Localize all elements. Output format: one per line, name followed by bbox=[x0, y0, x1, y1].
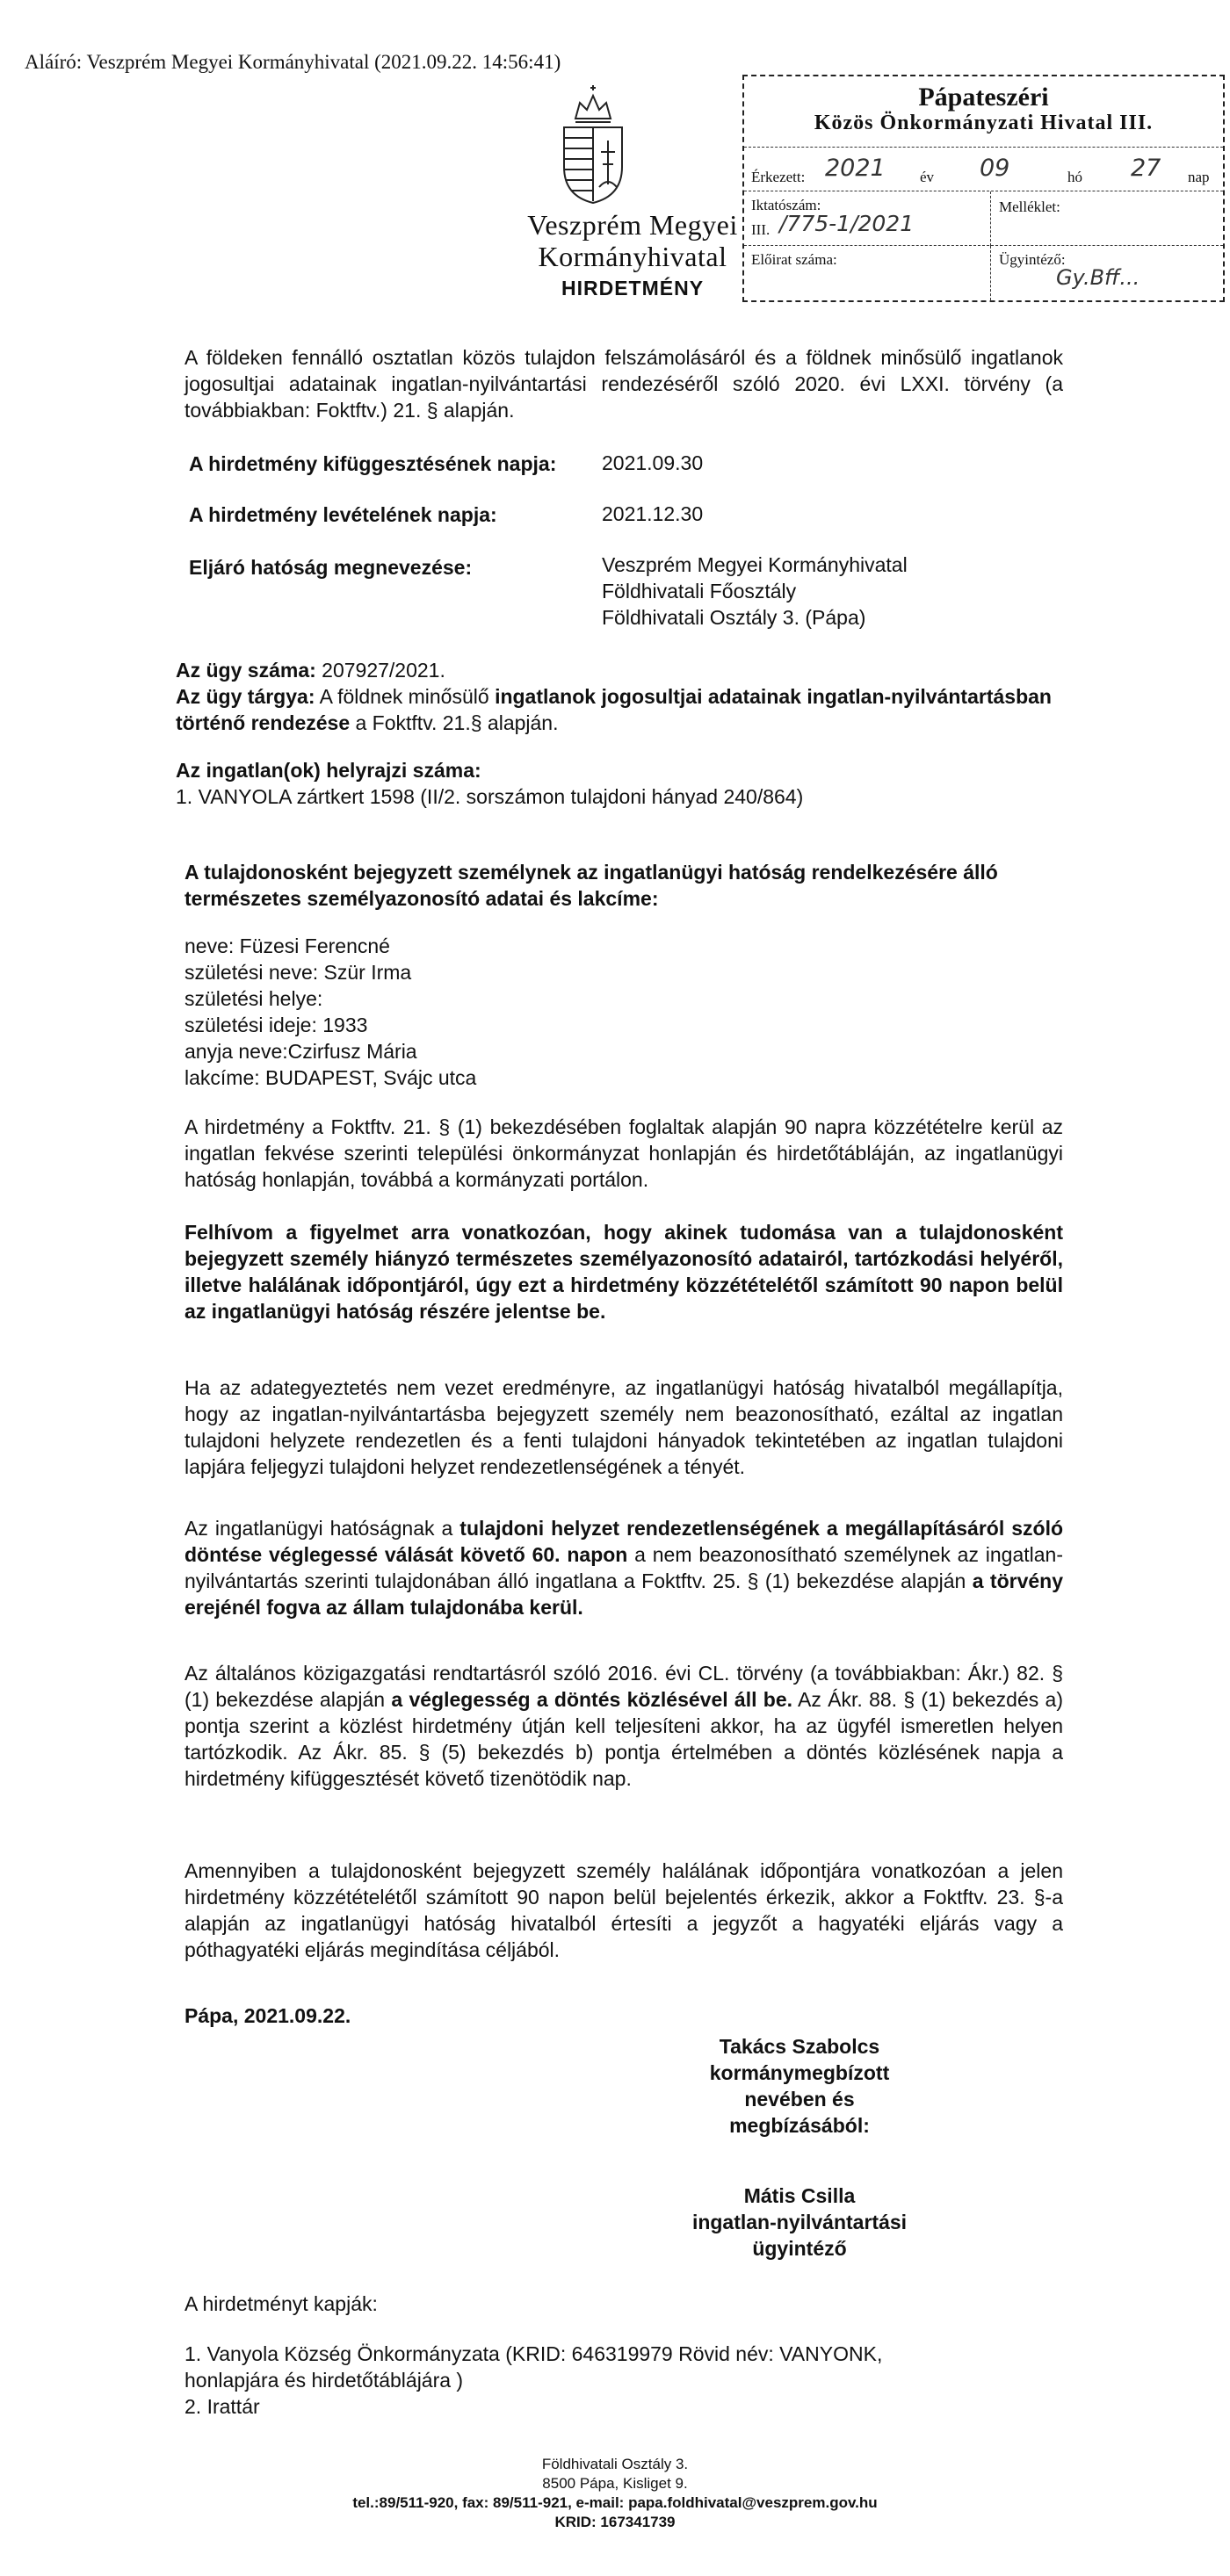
recipients-list bbox=[184, 2341, 975, 2420]
case-subject-label: Az ügy tárgya: bbox=[176, 685, 315, 708]
document-title: HIRDETMÉNY bbox=[561, 277, 705, 299]
owner-address: lakcíme: BUDAPEST, Svájc utca bbox=[184, 1066, 477, 1089]
authority-line1: Veszprém Megyei Kormányhivatal bbox=[602, 553, 908, 576]
footer-office: Földhivatali Osztály 3. bbox=[541, 2456, 689, 2472]
removal-date-value: 2021.12.30 bbox=[602, 502, 704, 525]
authority-line3: Földhivatali Osztály 3. (Pápa) bbox=[602, 606, 866, 629]
stamp-filing-prefix: III. bbox=[751, 221, 771, 238]
authority-value bbox=[602, 552, 908, 631]
case-subject-bold: ingatlanok jogosultjai adatainak ingatlan-nyilvántartásban történő rendezése bbox=[176, 685, 1052, 734]
stamp-divider bbox=[990, 191, 991, 246]
case-number bbox=[176, 657, 1054, 683]
recipients-label: A hirdetményt kapják: bbox=[184, 2292, 378, 2315]
recipient-2: 2. Irattár bbox=[184, 2395, 260, 2418]
place-date: Pápa, 2021.09.22. bbox=[184, 2004, 351, 2027]
footer bbox=[0, 2455, 1230, 2532]
p4-a: Az ingatlanügyi hatóságnak a bbox=[184, 1517, 460, 1540]
finality-paragraph bbox=[184, 1660, 1063, 1792]
sig1-authorization: megbízásából: bbox=[729, 2114, 870, 2137]
signature-block-2 bbox=[668, 2183, 931, 2262]
p4-d: a törvény erejénél fogva az állam tulajdonába kerül. bbox=[184, 1569, 1063, 1619]
case-number-label: Az ügy száma: bbox=[176, 659, 316, 682]
parcel-label: Az ingatlan(ok) helyrajzi száma: bbox=[176, 759, 481, 782]
sig1-behalf: nevében és bbox=[744, 2088, 855, 2111]
owner-details bbox=[184, 933, 1063, 1091]
stamp-year-label: év bbox=[920, 169, 935, 185]
issuer-name-line1: Veszprém Megyei bbox=[527, 209, 738, 241]
stamp-attachment-label: Melléklet: bbox=[999, 198, 1060, 215]
issuer-name bbox=[492, 209, 773, 272]
probate-paragraph: Amennyiben a tulajdonosként bejegyzett személy halálának időpontjára vonatkozóan a jelen hirdetmény közzétételétől számított 90 napon belül bejelentés érkezik, akkor a Foktftv. 23. §-a alapján az ingatlanügyi hatóság hivatalból értesíti a jegyzőt a hagyatéki eljárás vagy a póthagyatéki eljárás megindítása céljából. bbox=[184, 1859, 1063, 1961]
authority-line2: Földhivatali Főosztály bbox=[602, 580, 797, 603]
sig2-name: Mátis Csilla bbox=[743, 2184, 856, 2207]
notice-paragraph: Felhívom a figyelmet arra vonatkozóan, hogy akinek tudomása van a tulajdonosként bejegyzett személy hiányzó természetes személyazonosító adatairól, tartózkodási helyéről, illetve halálának időpontjáról, úgy ezt a hirdetmény közzétételétől számított 90 napon belül az ingatlanügyi hatóság részére jelentse be. bbox=[184, 1221, 1063, 1323]
case-subject bbox=[176, 683, 1054, 736]
publication-paragraph: A hirdetmény a Foktftv. 21. § (1) bekezdésében foglaltak alapján 90 napra közzétételre kerül az ingatlan fekvése szerinti települési önkormányzat honlapján és hirdetőtábláján, az ingatlanügyi hatóság honlapján, továbbá a kormányzati portálon. bbox=[184, 1115, 1063, 1191]
p4-c: a nem beazonosítható személynek az ingatlan- nyilvántartás szerinti tulajdonában álló ingatlana a Foktftv. 25. § (1) bekezdése alapján bbox=[184, 1543, 1063, 1592]
footer-contact: tel.:89/511-920, fax: 89/511-921, e-mail: papa.foldhivatal@veszprem.gov.hu bbox=[352, 2494, 878, 2511]
stamp-title: Pápateszéri bbox=[918, 83, 1049, 112]
footer-address: 8500 Pápa, Kisliget 9. bbox=[542, 2475, 688, 2492]
stamp-officer-signature: Gy.Bff... bbox=[1056, 265, 1140, 290]
owner-birth-date: születési ideje: 1933 bbox=[184, 1014, 368, 1036]
stamp-received-label: Érkezett: bbox=[751, 169, 806, 185]
stamp-filing-label: Iktatószám: bbox=[751, 197, 821, 213]
issuer-name-line2: Kormányhivatal bbox=[538, 241, 727, 272]
p5-b: a véglegesség a döntés közlésével áll be. bbox=[391, 1688, 793, 1711]
case-subject-pre: A földnek minősülő bbox=[315, 685, 496, 708]
parcel-value: 1. VANYOLA zártkert 1598 (II/2. sorszámon tulajdoni hányad 240/864) bbox=[176, 785, 804, 808]
p4-b: tulajdoni helyzet rendezetlenségének a megállapításáról szóló döntése véglegessé válását követő 60. napon bbox=[184, 1517, 1064, 1566]
stamp-received-year: 2021 bbox=[825, 155, 886, 182]
recipient-1: 1. Vanyola Község Önkormányzata (KRID: 646319979 Rövid név: VANYONK, honlapjára és hirdetőtáblájára ) bbox=[184, 2342, 883, 2392]
intro-paragraph: A földeken fennálló osztatlan közös tulajdon felszámolásáról és a földnek minősülő ingatlanok jogosultjai adatainak ingatlan-nyilvántartási rendezéséről szóló 2020. évi LXXI. törvény (a továbbiakban: Foktftv.) 21. § alapján. bbox=[184, 346, 1063, 422]
stamp-divider-2 bbox=[990, 246, 991, 300]
case-subject-post: a Foktftv. 21.§ alapján. bbox=[350, 711, 559, 734]
owner-birth-name: születési neve: Szür Irma bbox=[184, 961, 412, 984]
stamp-received-month: 09 bbox=[980, 155, 1010, 182]
stamp-prior-label: Előirat száma: bbox=[751, 251, 837, 268]
sig1-title: kormánymegbízott bbox=[709, 2061, 890, 2084]
p5-a: Az általános közigazgatási rendtartásról szóló 2016. évi CL. törvény (a továbbiakban: Ákr.) 82. § (1) bekezdése alapján bbox=[184, 1662, 1063, 1711]
coat-of-arms-icon bbox=[554, 83, 633, 206]
stamp-officer-label: Ügyintéző: bbox=[999, 251, 1066, 268]
stamp-filing-row bbox=[744, 191, 1223, 246]
parcel-info bbox=[176, 757, 1054, 810]
stamp-subtitle: Közös Önkormányzati Hivatal III. bbox=[814, 112, 1154, 134]
posting-date-label: A hirdetmény kifüggesztésének napja: bbox=[189, 452, 557, 475]
registration-stamp bbox=[742, 75, 1225, 302]
sig2-title2: ügyintéző bbox=[752, 2237, 847, 2260]
stamp-officer-row bbox=[744, 245, 1223, 300]
footer-krid: KRID: 167341739 bbox=[554, 2514, 676, 2530]
stamp-filing-number: /775-1/2021 bbox=[779, 211, 915, 236]
owner-name: neve: Füzesi Ferencné bbox=[184, 934, 390, 957]
stamp-day-label: nap bbox=[1188, 169, 1210, 185]
owner-birth-place: születési helye: bbox=[184, 987, 323, 1010]
signer-line: Aláíró: Veszprém Megyei Kormányhivatal (2021.09.22. 14:56:41) bbox=[25, 51, 561, 73]
owner-heading: A tulajdonosként bejegyzett személynek az ingatlanügyi hatóság rendelkezésére álló természetes személyazonosító adatai és lakcíme: bbox=[184, 861, 998, 910]
p5-c: Az Ákr. 88. § (1) bekezdés a) pontja szerint a közlést hirdetmény útján kell teljesíteni akkor, ha az ügyfél ismeretlen helyen tartózkodik. Az Ákr. 85. § (5) bekezdés b) pontja értelmében a döntés közlésének napja a hirdetmény kifüggesztését követő tizenötödik nap. bbox=[184, 1688, 1063, 1790]
owner-mother-name: anyja neve:Czirfusz Mária bbox=[184, 1040, 417, 1063]
sig2-title1: ingatlan-nyilvántartási bbox=[691, 2211, 908, 2233]
removal-date-label: A hirdetmény levételének napja: bbox=[189, 503, 497, 526]
stamp-received-day: 27 bbox=[1131, 155, 1161, 182]
stamp-month-label: hó bbox=[1067, 169, 1082, 185]
case-number-value: 207927/2021. bbox=[315, 659, 445, 682]
authority-label: Eljáró hatóság megnevezése: bbox=[189, 556, 473, 579]
case-info bbox=[176, 657, 1054, 736]
stamp-received-row bbox=[744, 147, 1223, 191]
sig1-name: Takács Szabolcs bbox=[719, 2035, 880, 2058]
posting-date-value: 2021.09.30 bbox=[602, 451, 704, 474]
signature-block-1 bbox=[685, 2033, 914, 2139]
unidentified-paragraph: Ha az adategyeztetés nem vezet eredményre, az ingatlanügyi hatóság hivatalból megállapítja, hogy az ingatlan-nyilvántartásba bejegyzett személy nem beazonosítható, ezáltal az ingatlan tulajdoni helyzete rendezetlen és a fenti tulajdoni hányadok tekintetében az ingatlan tulajdoni lapjára feljegyzi tulajdoni helyzet rendezetlenségének a tényét. bbox=[184, 1376, 1063, 1478]
state-ownership-paragraph bbox=[184, 1515, 1063, 1620]
